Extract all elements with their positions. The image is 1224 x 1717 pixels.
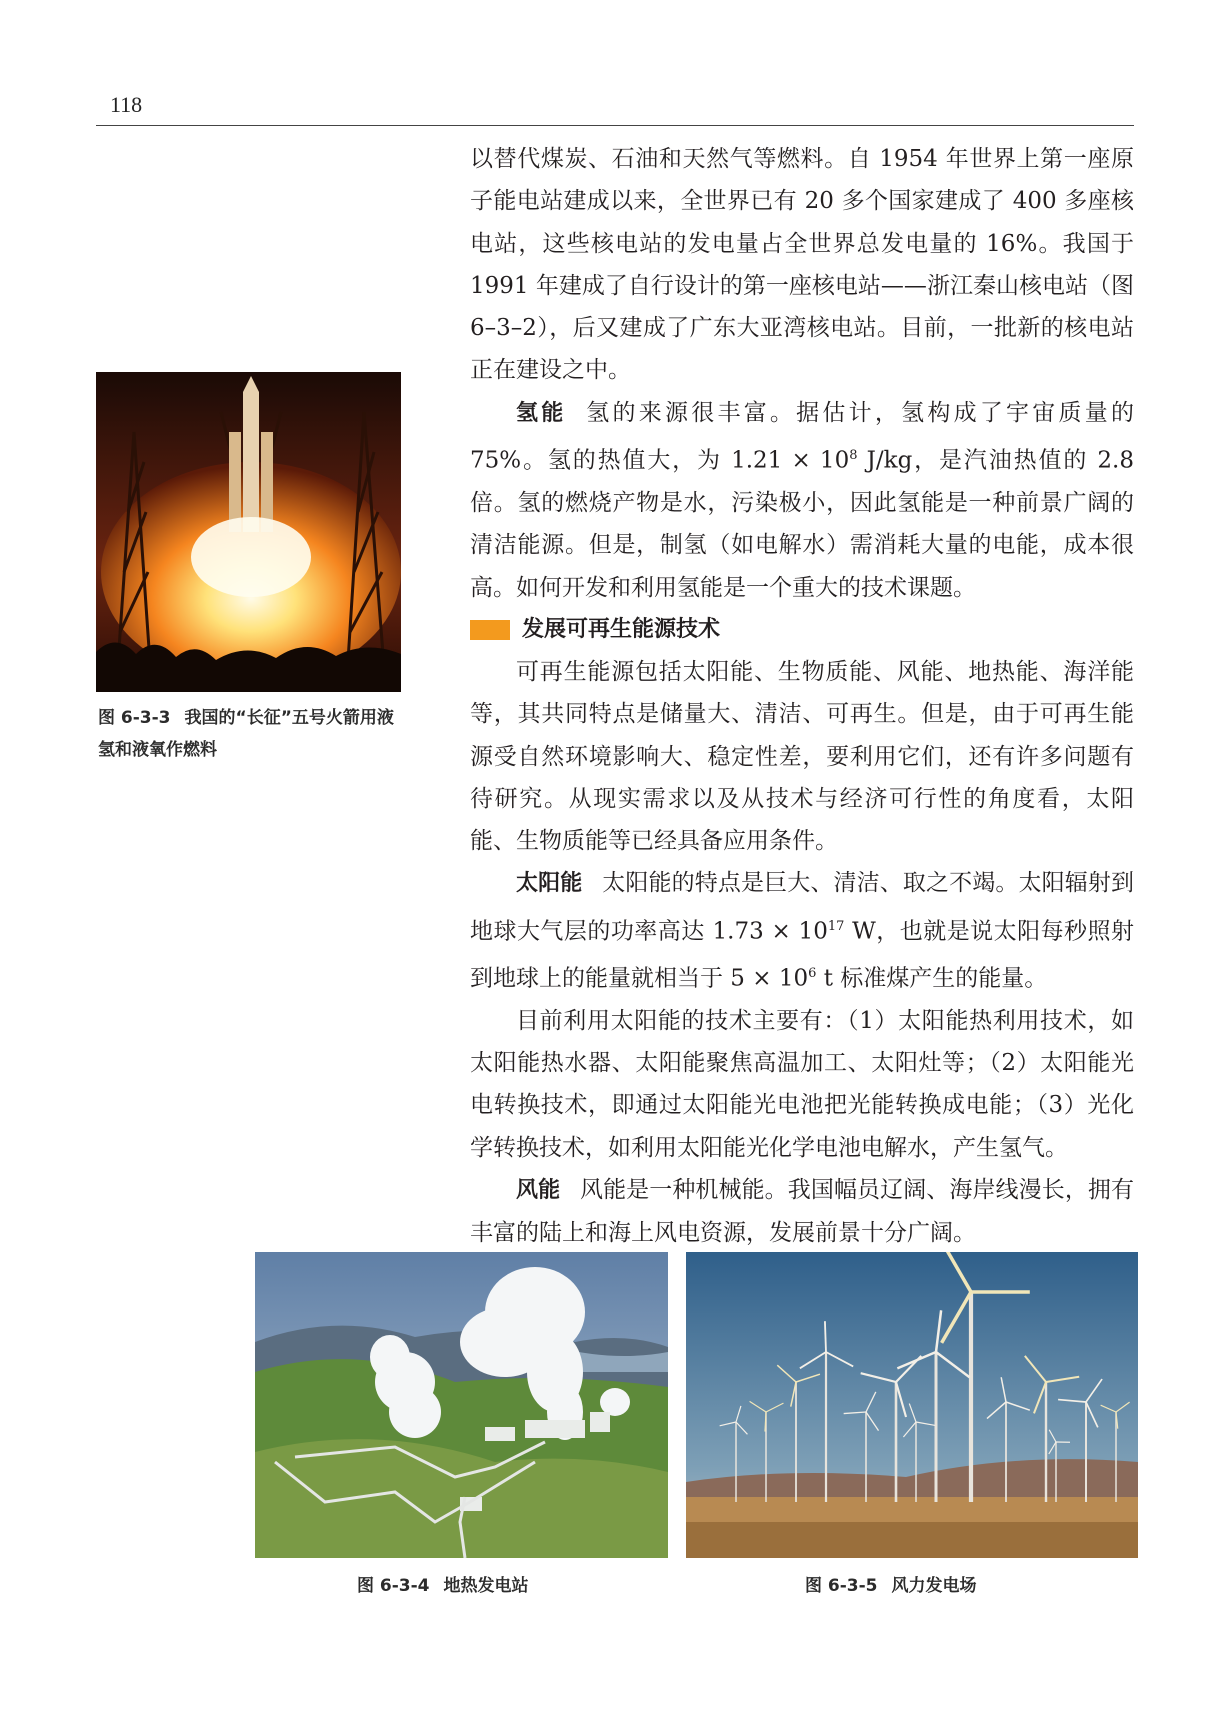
wind-text: 风能是一种机械能。我国幅员辽阔、海岸线漫长，拥有丰富的陆上和海上风电资源，发展前景十分广阔。 <box>470 1176 1134 1247</box>
hydrogen-text-a: 氢的来源很丰富。据估计，氢构成了宇宙质量的 75%。氢的热值大，为 1.21 × 10 <box>470 399 1134 474</box>
rocket-launch-photo <box>96 372 401 692</box>
heading-text: 发展可再生能源技术 <box>522 616 721 642</box>
turbine-blade <box>825 1321 826 1352</box>
figure-caption-text: 地热发电站 <box>443 1576 529 1596</box>
paragraph-solar <box>470 862 1134 999</box>
solar-text-c: t 标准煤产生的能量。 <box>816 965 1048 992</box>
solar-text-a: 太阳能的特点是巨大、清洁、取之不竭。太阳辐射到地球大气层的功率高达 1.73 × 10 <box>470 870 1134 945</box>
wind-farm-photo <box>686 1252 1138 1558</box>
hydrogen-exponent: 8 <box>849 448 858 464</box>
paragraph-wind <box>470 1169 1134 1255</box>
paragraph-renewable: 可再生能源包括太阳能、生物质能、风能、地热能、海洋能等，其共同特点是储量大、清洁、可再生。但是，由于可再生能源受自然环境影响大、稳定性差，要利用它们，还有许多问题有待研究。从现实需求以及从技术与经济可行性的角度看，太阳能、生物质能等已经具备应用条件。 <box>470 658 1134 855</box>
figure-number: 图 6-3-4 <box>357 1576 430 1596</box>
figure-caption-geothermal <box>357 1570 657 1602</box>
paragraph-solar-tech: 目前利用太阳能的技术主要有：（1）太阳能热利用技术，如太阳能热水器、太阳能聚焦高温加工、太阳灶等；（2）太阳能光电转换技术，即通过太阳能光电池把光能转换成电能；（3）光化学转换技术，如利用太阳能光化学电池电解水，产生氢气。 <box>470 1007 1134 1161</box>
figure-caption-windfarm <box>805 1570 1105 1602</box>
figure-caption-rocket <box>98 702 408 766</box>
figure-caption-text: 风力发电场 <box>891 1576 977 1596</box>
page-number: 118 <box>110 92 143 117</box>
section-heading <box>470 609 1134 651</box>
term-hydrogen: 氢能 <box>516 400 567 426</box>
heading-bar <box>470 620 510 640</box>
solar-text-b: W，也就是说太阳每秒照射到地球上的能量就相当于 5 × 10 <box>470 918 1134 992</box>
main-text-column <box>470 138 1134 1254</box>
figure-number: 图 6-3-3 <box>98 708 171 728</box>
term-solar: 太阳能 <box>516 871 583 897</box>
figure-caption-text: 我国的“长征”五号火箭用液氢和液氧作燃料 <box>98 708 394 760</box>
figure-number: 图 6-3-5 <box>805 1576 878 1596</box>
geothermal-plant-photo <box>255 1252 668 1558</box>
header-rule <box>96 125 1134 126</box>
hydrogen-text-b: J/kg，是汽油热值的 2.8 倍。氢的燃烧产物是水，污染极小，因此氢能是一种前景广阔的清洁能源。但是，制氢（如电解水）需消耗大量的电能，成本很高。如何开发和利用氢能是一个重大的技术课题。 <box>470 447 1134 601</box>
paragraph-hydrogen <box>470 392 1134 609</box>
solar-exponent-2: 6 <box>808 965 817 981</box>
paragraph-nuclear: 以替代煤炭、石油和天然气等燃料。自 1954 年世界上第一座原子能电站建成以来，全世界已有 20 多个国家建成了 400 多座核电站，这些核电站的发电量占全世界总发电量的 16%。我国于 1991 年建成了自行设计的第一座核电站——浙江秦山核电站（图 6–3–2），后又建成了广东大亚湾核电站。目前，一批新的核电站正在建设之中。 <box>470 146 1134 384</box>
term-wind: 风能 <box>516 1177 561 1203</box>
solar-exponent-1: 17 <box>827 918 845 934</box>
